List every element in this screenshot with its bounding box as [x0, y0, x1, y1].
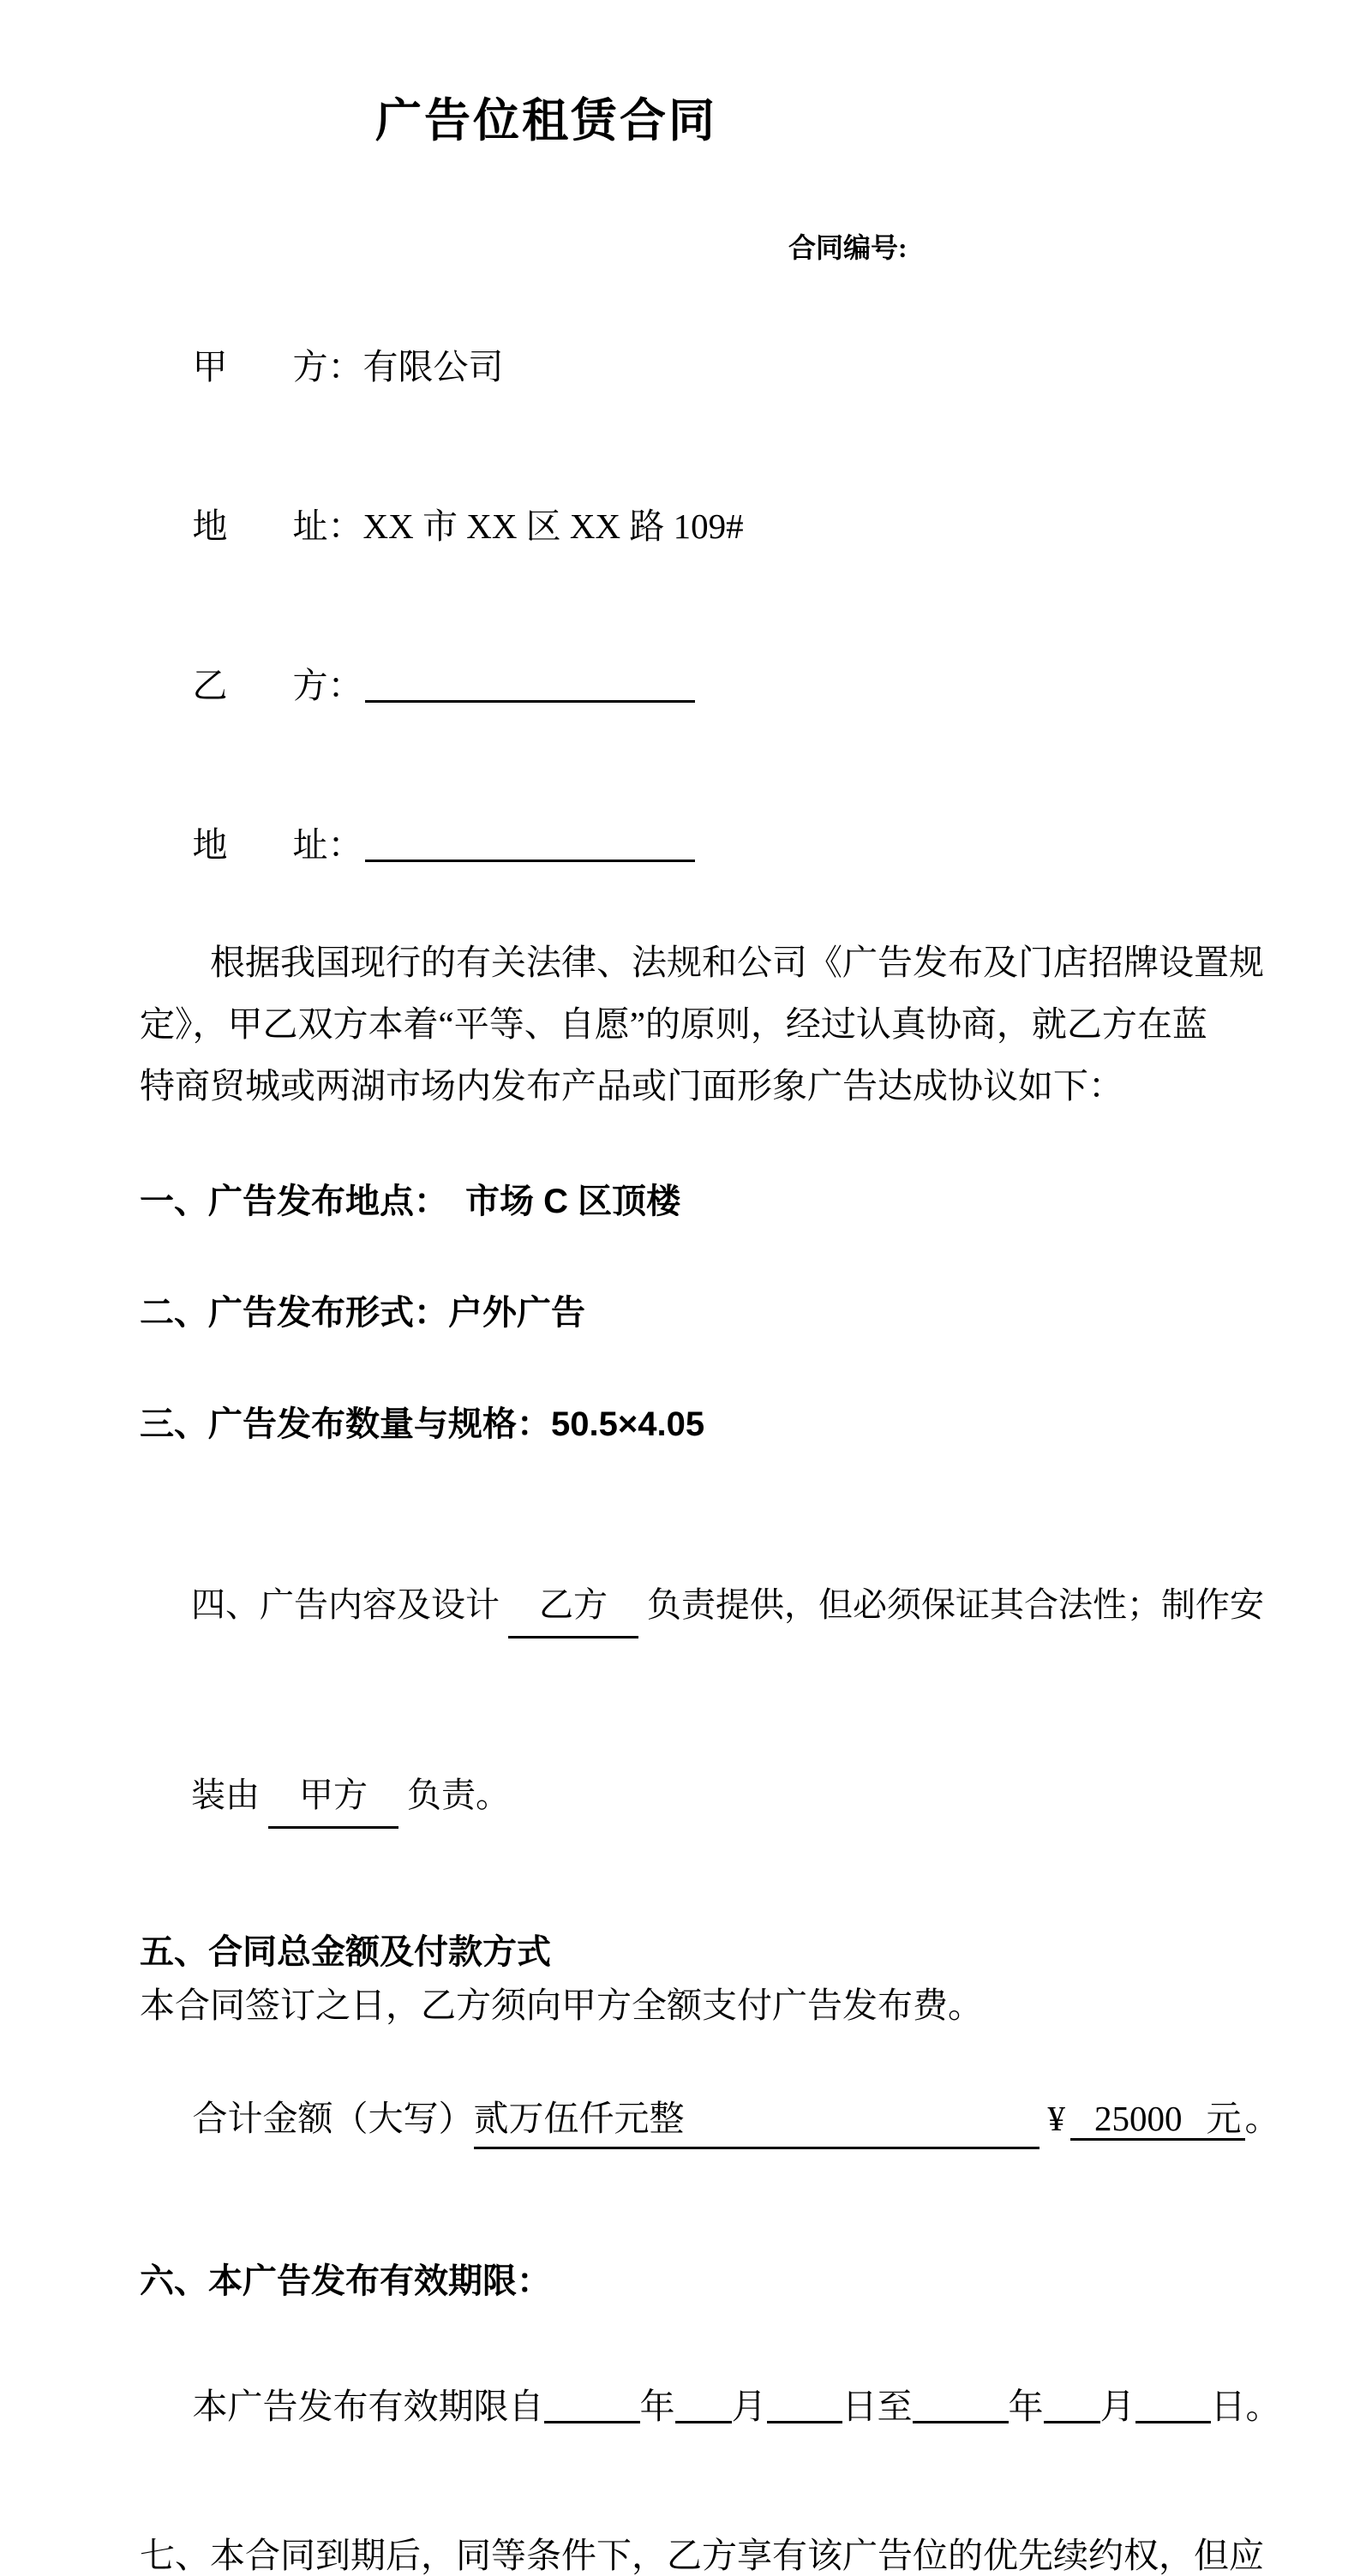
section-5-body: 本合同签订之日，乙方须向甲方全额支付广告发布费。 [140, 1986, 983, 2025]
section-2-heading: 二、广告发布形式：户外广告 [140, 1294, 585, 1332]
validity-text: 本广告发布有效期限自 [192, 2387, 544, 2426]
party-b-label2: 方： [292, 666, 363, 705]
party-b-address-row [140, 765, 1257, 925]
party-a-address-label: 地 [192, 506, 228, 546]
section-3-heading: 三、广告发布数量与规格：50.5×4.05 [140, 1405, 705, 1443]
end-year-blank [913, 2385, 1009, 2423]
end-month-blank [1044, 2385, 1100, 2423]
section-4-text-post: 负责提供，但必须保证其合法性；制作安 [638, 1585, 1264, 1624]
amount-label: 合计金额（大写） [192, 2099, 474, 2138]
party-info-block [140, 287, 1257, 925]
party-b-name-blank [365, 664, 695, 703]
start-day-blank [767, 2385, 842, 2423]
amount-line [140, 2034, 1280, 2206]
section-7-text: 七、本合同到期后，同等条件下，乙方享有该广告位的优先续约权，但应 [140, 2536, 1264, 2575]
contract-number-label: 合同编号: [788, 232, 908, 263]
year2-label: 年 [1008, 2387, 1044, 2426]
section-5-heading: 五、合同总金额及付款方式 [140, 1933, 551, 1971]
amount-digits-underlined: 25000 [1070, 2099, 1207, 2141]
contract-document [0, 81, 1360, 2576]
section-4 [140, 1511, 1264, 1891]
party-b-fill-underlined: 乙方 [508, 1573, 638, 1638]
start-year-blank [544, 2385, 640, 2423]
month2-label: 月 [1099, 2387, 1135, 2426]
party-b-address-blank [365, 824, 695, 862]
day2-label: 日。 [1210, 2387, 1281, 2426]
party-b-label: 乙 [192, 666, 228, 705]
party-a-value: 有限公司 [362, 347, 504, 386]
section-4-line-1 [140, 1511, 1264, 1701]
month1-label: 月 [731, 2387, 767, 2426]
validity-period-line [140, 2316, 1281, 2496]
section-4-line2-pre: 装由 [191, 1776, 260, 1814]
section-5 [140, 1927, 1280, 2206]
party-b-row [140, 606, 1257, 765]
day1-label: 日至 [842, 2387, 913, 2426]
preamble-line-3: 特商贸城或两湖市场内发布产品或门面形象广告达成协议如下： [140, 1066, 1123, 1105]
preamble-paragraph [140, 932, 1264, 1117]
section-1-heading: 一、广告发布地点： 市场 C 区顶楼 [140, 1183, 681, 1220]
party-a-fill-underlined: 甲方 [268, 1764, 398, 1829]
section-4-line2-post: 负责。 [407, 1776, 510, 1814]
party-a-label: 甲 [192, 347, 228, 386]
party-a-label2: 方： [292, 347, 363, 386]
preamble-line-1: 根据我国现行的有关法律、法规和公司《广告发布及门店招牌设置规 [140, 943, 1264, 982]
section-4-text-pre: 四、广告内容及设计 [191, 1585, 500, 1624]
section-4-line-2 [140, 1701, 1257, 1891]
party-b-address-label: 地 [192, 825, 228, 865]
party-b-address-label2: 址： [292, 825, 363, 865]
start-month-blank [675, 2385, 732, 2423]
party-a-address-value: XX 市 XX 区 XX 路 109# [362, 506, 744, 546]
amount-unit: 元 [1207, 2099, 1245, 2141]
end-day-blank [1135, 2385, 1211, 2423]
currency-symbol: ¥ [1047, 2099, 1065, 2138]
section-6 [140, 2256, 1281, 2496]
amount-period: 。 [1244, 2099, 1280, 2138]
amount-words-underlined: 贰万伍仟元整 [474, 2090, 1039, 2149]
party-a-address-row [140, 446, 1257, 606]
document-title: 广告位租赁合同 [375, 95, 717, 147]
party-a-address-label2: 址： [292, 506, 363, 546]
party-a-row [140, 287, 1257, 446]
year1-label: 年 [639, 2387, 675, 2426]
section-6-heading: 六、本广告发布有效期限： [140, 2262, 551, 2300]
preamble-line-2: 定》，甲乙双方本着“平等、自愿”的原则，经过认真协商，就乙方在蓝 [140, 1004, 1207, 1044]
